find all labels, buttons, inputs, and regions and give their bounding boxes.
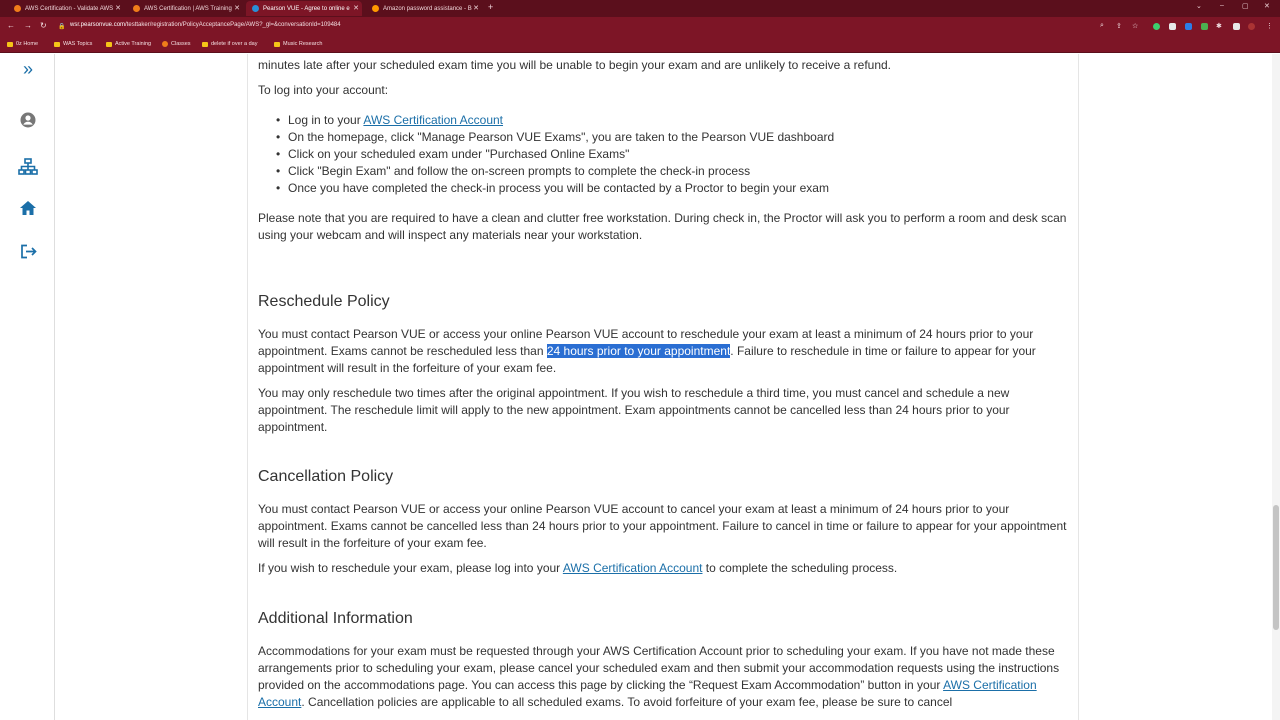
step-text: Log in to your [288,113,364,127]
text: If you wish to reschedule your exam, please log into your [258,561,563,575]
cancellation-policy-heading: Cancellation Policy [258,468,394,485]
folder-icon [7,42,13,47]
bookmark-item[interactable] [54,41,92,47]
extensions-puzzle-icon[interactable]: ✱ [1216,23,1222,30]
cancellation-paragraph-1: You must contact Pearson VUE or access your online Pearson VUE account to cancel your exam at least a minimum of 24 hours prior to your appointment. Exams cannot be cancelled less than 24 hours prior to your appointment. Failure to cancel in time or failure to appear for your appointment will result in the forfeiture of your exam fee. [258,502,1067,550]
bookmark-item[interactable] [7,41,38,47]
tab-title: Pearson VUE - Agree to online e [263,5,350,12]
bookmark-item[interactable] [202,41,257,47]
close-window-icon[interactable]: ✕ [1264,3,1270,10]
selected-text-highlight: 24 hours prior to your appointment [546,344,731,358]
sidepanel-icon[interactable] [1233,23,1240,30]
bookmark-label: 0z Home [16,41,39,47]
text: Accommodations for your exam must be requested through your AWS Certification Account prior to scheduling your exam. If you have not made these arrangements prior to scheduling your exam, please cancel your scheduled exam and then submit your accommodation requests using the instructions provided on the accommodations page. You can access this page by clicking the “Request Exam Accommodation” button in your [258,644,1060,692]
bookmark-label: Active Training [115,41,152,47]
extension-icon[interactable] [1153,23,1160,30]
bookmark-label: Classes [171,41,191,47]
url-host: wsr.pearsonvue.com [70,22,126,28]
cancellation-paragraph-2 [258,560,1078,577]
login-step-5 [276,180,829,197]
site-info-icon[interactable]: 🔒 [58,24,66,30]
new-tab-icon[interactable]: + [488,2,494,12]
login-step-1 [276,112,503,129]
bookmark-item[interactable] [274,41,322,47]
bookmark-label: Music Research [283,41,323,47]
address-bar[interactable] [70,22,341,28]
home-icon[interactable] [18,198,38,218]
amazon-favicon-icon [372,5,379,12]
reschedule-paragraph-2: You may only reschedule two times after the original appointment. If you wish to reschedule a third time, you must cancel and schedule a new appointment. The reschedule limit will apply to the new appointment. Exam appointments cannot be cancelled less than 24 hours prior to your appointment. [258,386,1010,434]
bookmark-star-icon[interactable]: ☆ [1132,23,1139,30]
browser-tab[interactable] [366,1,482,16]
browser-tab[interactable] [8,1,124,16]
folder-icon [202,42,208,47]
pearson-favicon-icon [252,5,259,12]
expand-chevrons-icon[interactable]: » [22,58,33,79]
profile-avatar-icon[interactable] [1248,23,1255,30]
aws-certification-account-link[interactable]: AWS Certification Account [258,678,1037,709]
back-icon[interactable]: ← [7,21,15,30]
browser-toolbar [0,17,1280,37]
login-step-4 [276,163,750,180]
login-heading: To log into your account: [258,83,389,97]
step-text: Click "Begin Exam" and follow the on-screen prompts to complete the check-in process [288,164,751,178]
forward-icon[interactable]: → [24,21,32,30]
aws-certification-account-link[interactable]: AWS Certification Account [562,561,703,575]
additional-paragraph-1 [258,643,1078,711]
login-step-3 [276,146,629,163]
maximize-icon[interactable]: ▢ [1242,3,1249,10]
text: You must contact Pearson VUE or access your online Pearson VUE account to reschedule your exam at least a minimum of 24 hours prior to your appointment. Exams cannot be rescheduled less than [258,327,1034,358]
menu-kebab-icon[interactable]: ⋮ [1266,23,1273,30]
close-tab-icon[interactable]: ✕ [115,5,121,12]
browser-tab[interactable] [127,1,243,16]
browser-tab-strip [0,0,1280,17]
sign-out-icon[interactable] [18,241,38,261]
user-account-icon[interactable] [18,110,38,130]
text: to complete the scheduling process. [702,561,898,575]
bookmark-label: delete if over a day [211,41,258,47]
step-text: On the homepage, click "Manage Pearson VUE Exams", you are taken to the Pearson VUE dashboard [288,130,835,144]
text: . Cancellation policies are applicable to all scheduled exams. To avoid forfeiture of your exam fee, please be sure to cancel [301,695,953,709]
browser-tab-active[interactable] [246,1,362,16]
aws-favicon-icon [14,5,21,12]
bookmark-item[interactable] [162,41,191,47]
step-text: Once you have completed the check-in process you will be contacted by a Proctor to begin your exam [288,181,829,195]
text: . Failure to reschedule in time or failure to appear for your appointment will result in the forfeiture of your exam fee. [258,344,1036,375]
aws-certification-account-link[interactable]: AWS Certification Account [363,113,504,127]
tab-title: AWS Certification - Validate AWS [25,5,114,12]
sitemap-icon[interactable] [18,157,38,177]
bookmark-item[interactable] [106,41,151,47]
share-icon[interactable]: ⇪ [1116,23,1122,30]
reschedule-paragraph-1 [258,326,1078,377]
reload-icon[interactable]: ↻ [40,21,47,30]
folder-icon [274,42,280,47]
step-text: Click on your scheduled exam under "Purchased Online Exams" [288,147,630,161]
folder-icon [54,42,60,47]
reschedule-policy-heading: Reschedule Policy [258,293,390,310]
bookmark-label: WAS Topics [63,41,93,47]
aws-favicon-icon [133,5,140,12]
url-path: /testtaker/registration/PolicyAcceptancePage/AWS?_gl=&conversationId=109484 [125,22,341,28]
intro-paragraph-tail: minutes late after your scheduled exam time you will be unable to begin your exam and are unlikely to receive a refund. [258,58,892,72]
bookmarks-bar [0,37,1280,53]
extension-icon[interactable] [1185,23,1192,30]
favicon-icon [162,41,168,47]
folder-icon [106,42,112,47]
scrollbar-thumb[interactable] [1273,505,1279,630]
additional-information-heading: Additional Information [258,610,413,627]
minimize-icon[interactable]: – [1220,2,1224,9]
tab-title: AWS Certification | AWS Training [144,5,232,12]
tab-title: Amazon password assistance - B [383,5,472,12]
workstation-note: Please note that you are required to have a clean and clutter free workstation. During check in, the Proctor will ask you to perform a room and desk scan using your webcam and will inspect any materials near your workstation. [258,211,1067,242]
close-tab-icon[interactable]: ✕ [353,5,359,12]
extension-icon[interactable] [1169,23,1176,30]
left-nav-rail [0,54,55,720]
extension-icon[interactable] [1201,23,1208,30]
login-step-2 [276,129,834,146]
close-tab-icon[interactable]: ✕ [234,5,240,12]
chevron-down-icon[interactable]: ⌄ [1196,3,1202,10]
close-tab-icon[interactable]: ✕ [473,5,479,12]
zoom-icon[interactable]: ⌕ [1100,22,1104,29]
